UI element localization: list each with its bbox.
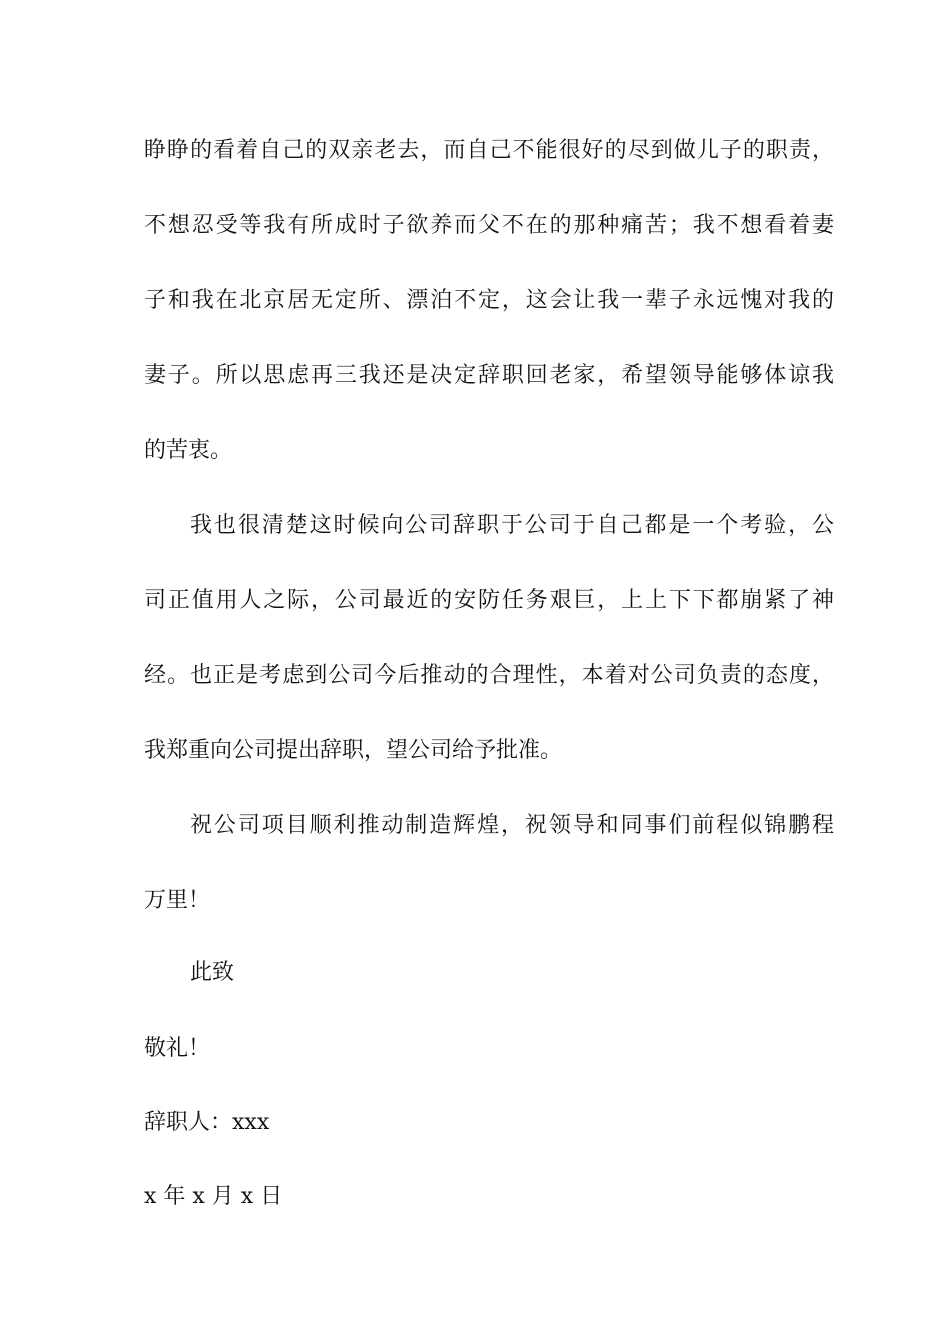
paragraph-line: 子和我在北京居无定所、漂泊不定，这会让我一辈子永远愧对我的	[144, 288, 834, 313]
paragraph-line: 我也很清楚这时候向公司辞职于公司于自己都是一个考验，公	[190, 513, 834, 538]
date-line: x 年 x 月 x 日	[144, 1184, 283, 1209]
paragraph-line: 的苦衷。	[144, 438, 233, 463]
paragraph-line: 万里！	[144, 888, 211, 913]
paragraph-line: 祝公司项目顺利推动制造辉煌，祝领导和同事们前程似锦鹏程	[190, 813, 834, 838]
salutation-line: 敬礼！	[144, 1036, 211, 1061]
paragraph-line: 妻子。所以思虑再三我还是决定辞职回老家，希望领导能够体谅我	[144, 363, 834, 388]
paragraph-line: 经。也正是考虑到公司今后推动的合理性，本着对公司负责的态度，	[144, 663, 834, 688]
paragraph-line: 不想忍受等我有所成时子欲养而父不在的那种痛苦；我不想看着妻	[144, 213, 834, 238]
closing-line: 此致	[190, 960, 235, 985]
paragraph-line: 我郑重向公司提出辞职，望公司给予批准。	[144, 738, 563, 763]
signature-line: 辞职人：xxx	[144, 1110, 270, 1135]
paragraph-line: 睁睁的看着自己的双亲老去，而自己不能很好的尽到做儿子的职责，	[144, 138, 834, 163]
paragraph-line: 司正值用人之际，公司最近的安防任务艰巨，上上下下都崩紧了神	[144, 588, 834, 613]
